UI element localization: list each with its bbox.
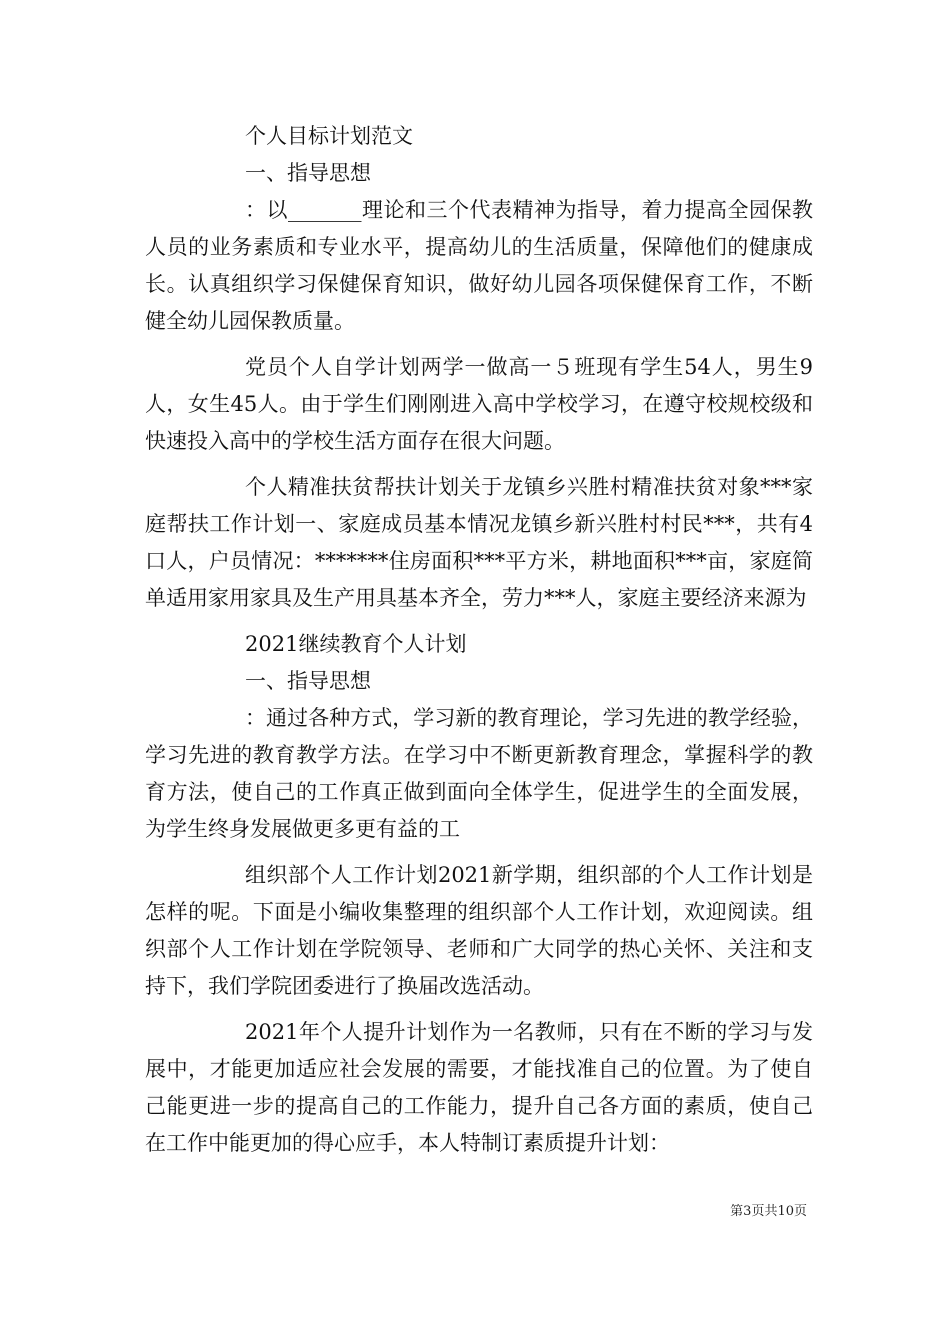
- page-number-footer: 第3页共10页: [730, 1204, 807, 1219]
- body-paragraph: 个人精准扶贫帮扶计划关于龙镇乡兴胜村精准扶贫对象***家庭帮扶工作计划一、家庭成员基本情况龙镇乡新兴胜村村民***，共有4口人，户员情况：*******住房面积***平方米，耕地面积***亩，家庭简单适用家用家具及生产用具基本齐全，劳力***人，家庭主要经济来源为: [145, 475, 813, 610]
- document-body: [145, 118, 813, 1162]
- body-paragraph: 2021年个人提升计划作为一名教师，只有在不断的学习与发展中，才能更加适应社会发展的需要，才能找准自己的位置。为了使自己能更进一步的提高自己的工作能力，提升自己各方面的素质，使自己在工作中能更加的得心应手，本人特制订素质提升计划：: [145, 1020, 813, 1155]
- body-paragraph: 组织部个人工作计划2021新学期，组织部的个人工作计划是怎样的呢。下面是小编收集整理的组织部个人工作计划，欢迎阅读。组织部个人工作计划在学院领导、老师和广大同学的热心关怀、关注和支持下，我们学院团委进行了换届改选活动。: [145, 863, 813, 998]
- body-paragraph: ：通过各种方式，学习新的教育理论，学习先进的教学经验，学习先进的教育教学方法。在学习中不断更新教育理念，掌握科学的教育方法，使自己的工作真正做到面向全体学生，促进学生的全面发展，为学生终身发展做更多更有益的工: [145, 706, 813, 841]
- document-title: 2021继续教育个人计划: [245, 632, 467, 656]
- body-paragraph: 党员个人自学计划两学一做高一５班现有学生54人，男生9人，女生45人。由于学生们刚刚进入高中学校学习，在遵守校规校级和快速投入高中的学校生活方面存在很大问题。: [145, 355, 813, 453]
- body-paragraph: ：以_______理论和三个代表精神为指导，着力提高全园保教人员的业务素质和专业水平，提高幼儿的生活质量，保障他们的健康成长。认真组织学习保健保育知识，做好幼儿园各项保健保育工作，不断健全幼儿园保教质量。: [145, 198, 813, 333]
- document-title: 个人目标计划范文: [245, 124, 413, 148]
- section-heading: 一、指导思想: [245, 161, 371, 185]
- section-heading: 一、指导思想: [245, 669, 371, 693]
